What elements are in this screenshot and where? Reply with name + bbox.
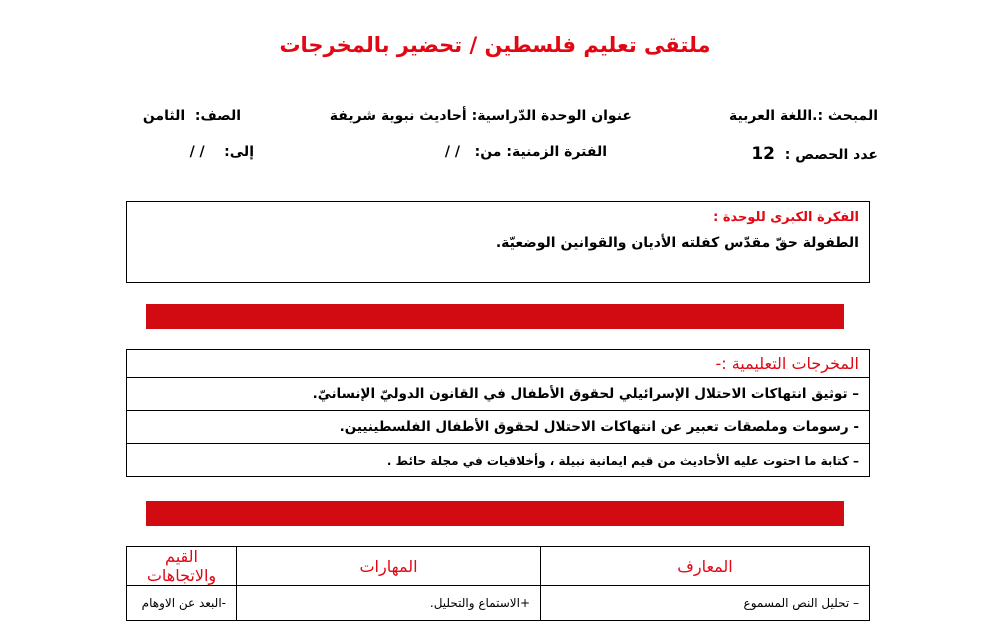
outcomes-box: [126, 349, 870, 477]
header-values: القيم والاتجاهات: [127, 547, 237, 586]
duration-info: [445, 144, 607, 160]
big-idea-text: الطفولة حقّ مقدّس كفلته الأديان والقوانين الوضعيّة.: [495, 235, 859, 251]
unit-label: عنوان الوحدة الدّراسية:: [471, 108, 632, 124]
outcomes-title: المخرجات التعليمية :-: [127, 350, 869, 378]
unit-value: أحاديث نبوية شريفة: [329, 108, 467, 124]
cell-knowledge: – تحليل النص المسموع: [541, 586, 870, 621]
periods-info: [751, 144, 878, 164]
header-knowledge: المعارف: [541, 547, 870, 586]
page-title: ملتقى تعليم فلسطين / تحضير بالمخرجات: [279, 33, 711, 57]
grade-label: الصف:: [194, 108, 241, 124]
subject-info: [729, 108, 878, 124]
red-divider-bar: [146, 304, 844, 329]
subject-value: اللغة العربية: [728, 108, 813, 124]
outcome-item: – كتابة ما احتوت عليه الأحاديث من قيم ايمانية نبيلة ، وأخلاقيات في مجلة حائط .: [386, 453, 859, 468]
grade-value: الثامن: [142, 108, 186, 124]
duration-label: الفترة الزمنية: من:: [474, 144, 607, 160]
big-idea-title: الفكرة الكبرى للوحدة :: [713, 210, 859, 225]
subject-label: المبحث :.: [812, 108, 878, 124]
periods-value: 12: [751, 144, 776, 164]
to-label: إلى:: [224, 144, 254, 160]
to-info: [190, 144, 254, 160]
periods-label: عدد الحصص :: [784, 147, 878, 163]
table-header-row: [127, 547, 870, 586]
outcome-item: – توثيق انتهاكات الاحتلال الإسرائيلي لحقوق الأطفال في القانون الدوليّ الإنسانيّ.: [127, 378, 869, 411]
cell-skills: +الاستماع والتحليل.: [237, 586, 541, 621]
red-divider-bar: [146, 501, 844, 526]
cell-values: -البعد عن الاوهام: [127, 586, 237, 621]
table-row: [127, 586, 870, 621]
header-skills: المهارات: [237, 547, 541, 586]
big-idea-box: [126, 201, 870, 283]
grade-info: [143, 108, 241, 124]
outcome-item: - رسومات وملصقات تعبير عن انتهاكات الاحتلال لحقوق الأطفال الفلسطينيين.: [127, 411, 869, 444]
unit-info: [330, 108, 632, 124]
to-slashes: / /: [189, 144, 205, 160]
duration-slashes: / /: [444, 144, 460, 160]
